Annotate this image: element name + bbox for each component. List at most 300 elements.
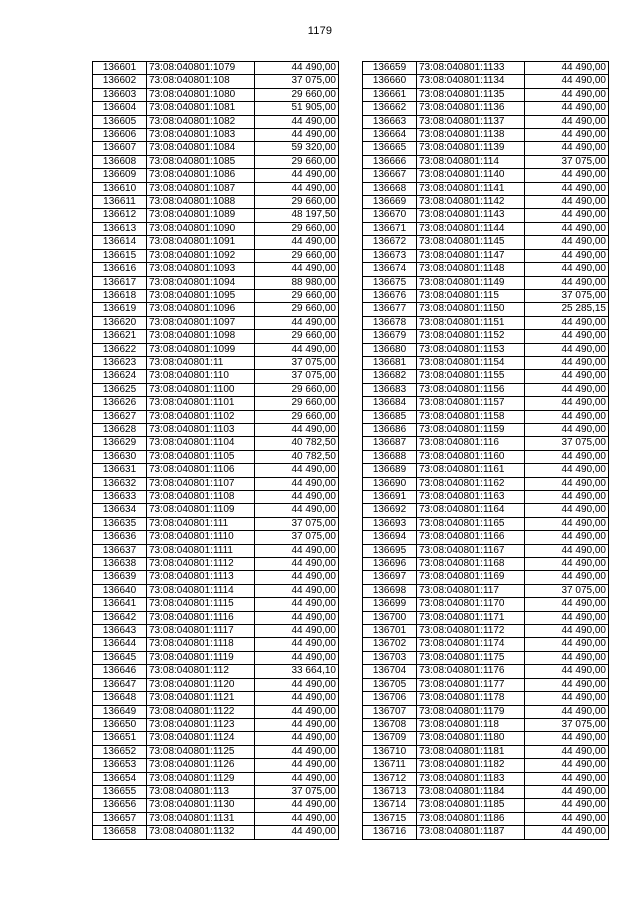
row-number-cell: 136677 [363,303,417,316]
cadastral-number-cell: 73:08:040801:1122 [147,705,255,718]
cadastral-number-cell: 73:08:040801:1132 [147,826,255,839]
value-cell: 44 490,00 [525,504,609,517]
row-number-cell: 136633 [93,491,147,504]
table-row [93,169,339,182]
table-row [363,625,609,638]
cadastral-number-cell: 73:08:040801:1171 [417,611,525,624]
row-number-cell: 136702 [363,638,417,651]
cadastral-number-cell: 73:08:040801:1147 [417,249,525,262]
table-row [363,732,609,745]
row-number-cell: 136665 [363,142,417,155]
cadastral-number-cell: 73:08:040801:1164 [417,504,525,517]
table-row [93,665,339,678]
cadastral-number-cell: 73:08:040801:1180 [417,732,525,745]
table-row [363,343,609,356]
value-cell: 37 075,00 [525,155,609,168]
cadastral-number-cell: 73:08:040801:1101 [147,397,255,410]
table-row [363,129,609,142]
row-number-cell: 136655 [93,785,147,798]
cadastral-number-cell: 73:08:040801:1125 [147,745,255,758]
value-cell: 29 660,00 [255,289,339,302]
value-cell: 44 490,00 [255,504,339,517]
cadastral-number-cell: 73:08:040801:1118 [147,638,255,651]
value-cell: 44 490,00 [525,464,609,477]
value-cell: 44 490,00 [525,343,609,356]
value-cell: 44 490,00 [525,745,609,758]
row-number-cell: 136614 [93,236,147,249]
row-number-cell: 136637 [93,544,147,557]
row-number-cell: 136635 [93,517,147,530]
value-cell: 44 490,00 [255,625,339,638]
cadastral-number-cell: 73:08:040801:11 [147,356,255,369]
row-number-cell: 136688 [363,450,417,463]
row-number-cell: 136698 [363,584,417,597]
cadastral-number-cell: 73:08:040801:1154 [417,356,525,369]
value-cell: 37 075,00 [255,517,339,530]
cadastral-number-cell: 73:08:040801:1134 [417,75,525,88]
value-cell: 44 490,00 [525,88,609,101]
value-cell: 44 490,00 [255,491,339,504]
cadastral-number-cell: 73:08:040801:1139 [417,142,525,155]
table-row [363,102,609,115]
row-number-cell: 136686 [363,423,417,436]
table-row [363,155,609,168]
table-row [93,678,339,691]
cadastral-number-cell: 73:08:040801:1161 [417,464,525,477]
row-number-cell: 136617 [93,276,147,289]
cadastral-number-cell: 73:08:040801:1159 [417,423,525,436]
cadastral-number-cell: 73:08:040801:1087 [147,182,255,195]
row-number-cell: 136654 [93,772,147,785]
cadastral-number-cell: 73:08:040801:1177 [417,678,525,691]
row-number-cell: 136657 [93,812,147,825]
table-row [363,276,609,289]
cadastral-number-cell: 73:08:040801:1163 [417,491,525,504]
table-row [363,209,609,222]
row-number-cell: 136679 [363,330,417,343]
cadastral-number-cell: 73:08:040801:1104 [147,437,255,450]
value-cell: 44 490,00 [255,236,339,249]
cadastral-number-cell: 73:08:040801:1114 [147,584,255,597]
cadastral-number-cell: 73:08:040801:1150 [417,303,525,316]
row-number-cell: 136640 [93,584,147,597]
register-table-left [92,61,339,840]
value-cell: 25 285,15 [525,303,609,316]
cadastral-number-cell: 73:08:040801:1179 [417,705,525,718]
value-cell: 44 490,00 [255,692,339,705]
table-row [363,638,609,651]
row-number-cell: 136708 [363,718,417,731]
row-number-cell: 136622 [93,343,147,356]
row-number-cell: 136611 [93,196,147,209]
cadastral-number-cell: 73:08:040801:1098 [147,330,255,343]
cadastral-number-cell: 73:08:040801:1103 [147,423,255,436]
value-cell: 44 490,00 [525,142,609,155]
cadastral-number-cell: 73:08:040801:1119 [147,651,255,664]
value-cell: 44 490,00 [525,410,609,423]
table-row [363,598,609,611]
table-row [363,772,609,785]
value-cell: 44 490,00 [525,785,609,798]
row-number-cell: 136631 [93,464,147,477]
table-row [93,772,339,785]
table-row [93,142,339,155]
cadastral-number-cell: 73:08:040801:1079 [147,62,255,75]
value-cell: 44 490,00 [255,598,339,611]
table-row [93,263,339,276]
row-number-cell: 136652 [93,745,147,758]
value-cell: 44 490,00 [525,102,609,115]
row-number-cell: 136623 [93,356,147,369]
register-table-right [362,61,609,840]
value-cell: 44 490,00 [525,196,609,209]
table-row [93,62,339,75]
row-number-cell: 136710 [363,745,417,758]
row-number-cell: 136670 [363,209,417,222]
cadastral-number-cell: 73:08:040801:1082 [147,115,255,128]
table-row [363,196,609,209]
value-cell: 44 490,00 [525,517,609,530]
table-row [363,62,609,75]
cadastral-number-cell: 73:08:040801:1130 [147,799,255,812]
row-number-cell: 136689 [363,464,417,477]
cadastral-number-cell: 73:08:040801:111 [147,517,255,530]
row-number-cell: 136673 [363,249,417,262]
cadastral-number-cell: 73:08:040801:1099 [147,343,255,356]
row-number-cell: 136700 [363,611,417,624]
value-cell: 44 490,00 [525,705,609,718]
table-row [93,397,339,410]
cadastral-number-cell: 73:08:040801:1094 [147,276,255,289]
value-cell: 44 490,00 [525,491,609,504]
cadastral-number-cell: 73:08:040801:1178 [417,692,525,705]
row-number-cell: 136672 [363,236,417,249]
row-number-cell: 136624 [93,370,147,383]
table-row [363,142,609,155]
cadastral-number-cell: 73:08:040801:1100 [147,383,255,396]
value-cell: 44 490,00 [255,772,339,785]
table-row [93,236,339,249]
row-number-cell: 136627 [93,410,147,423]
table-row [93,343,339,356]
cadastral-number-cell: 73:08:040801:1106 [147,464,255,477]
value-cell: 37 075,00 [255,75,339,88]
cadastral-number-cell: 73:08:040801:116 [417,437,525,450]
value-cell: 44 490,00 [525,598,609,611]
table-row [93,383,339,396]
value-cell: 44 490,00 [525,544,609,557]
row-number-cell: 136648 [93,692,147,705]
row-number-cell: 136601 [93,62,147,75]
row-number-cell: 136713 [363,785,417,798]
value-cell: 44 490,00 [525,772,609,785]
row-number-cell: 136660 [363,75,417,88]
row-number-cell: 136616 [93,263,147,276]
value-cell: 44 490,00 [525,638,609,651]
value-cell: 44 490,00 [525,75,609,88]
cadastral-number-cell: 73:08:040801:1181 [417,745,525,758]
row-number-cell: 136669 [363,196,417,209]
table-row [363,437,609,450]
cadastral-number-cell: 73:08:040801:1088 [147,196,255,209]
row-number-cell: 136636 [93,531,147,544]
cadastral-number-cell: 73:08:040801:1109 [147,504,255,517]
row-number-cell: 136649 [93,705,147,718]
cadastral-number-cell: 73:08:040801:112 [147,665,255,678]
value-cell: 44 490,00 [525,236,609,249]
value-cell: 44 490,00 [525,625,609,638]
row-number-cell: 136639 [93,571,147,584]
row-number-cell: 136690 [363,477,417,490]
table-row [93,75,339,88]
table-row [93,330,339,343]
row-number-cell: 136705 [363,678,417,691]
table-row [363,236,609,249]
table-row [363,182,609,195]
table-row [363,544,609,557]
value-cell: 44 490,00 [525,129,609,142]
value-cell: 44 490,00 [525,62,609,75]
value-cell: 44 490,00 [525,531,609,544]
table-row [93,477,339,490]
row-number-cell: 136609 [93,169,147,182]
row-number-cell: 136618 [93,289,147,302]
cadastral-number-cell: 73:08:040801:1092 [147,249,255,262]
cadastral-number-cell: 73:08:040801:1084 [147,142,255,155]
cadastral-number-cell: 73:08:040801:1182 [417,759,525,772]
row-number-cell: 136668 [363,182,417,195]
value-cell: 44 490,00 [525,330,609,343]
cadastral-number-cell: 73:08:040801:1105 [147,450,255,463]
row-number-cell: 136711 [363,759,417,772]
row-number-cell: 136691 [363,491,417,504]
value-cell: 44 490,00 [255,169,339,182]
table-row [93,222,339,235]
table-row [93,611,339,624]
value-cell: 44 490,00 [525,812,609,825]
value-cell: 37 075,00 [255,531,339,544]
table-row [363,397,609,410]
register-table-left-body [93,62,339,840]
row-number-cell: 136678 [363,316,417,329]
value-cell: 44 490,00 [525,356,609,369]
value-cell: 44 490,00 [525,450,609,463]
value-cell: 37 075,00 [255,356,339,369]
table-row [93,651,339,664]
table-row [93,410,339,423]
value-cell: 44 490,00 [255,678,339,691]
cadastral-number-cell: 73:08:040801:1102 [147,410,255,423]
value-cell: 44 490,00 [255,464,339,477]
table-row [93,437,339,450]
row-number-cell: 136681 [363,356,417,369]
table-row [93,571,339,584]
row-number-cell: 136610 [93,182,147,195]
table-row [363,718,609,731]
row-number-cell: 136697 [363,571,417,584]
table-row [93,638,339,651]
row-number-cell: 136675 [363,276,417,289]
cadastral-number-cell: 73:08:040801:1097 [147,316,255,329]
row-number-cell: 136656 [93,799,147,812]
register-table-right-body [363,62,609,840]
table-row [363,356,609,369]
value-cell: 29 660,00 [255,303,339,316]
cadastral-number-cell: 73:08:040801:115 [417,289,525,302]
cadastral-number-cell: 73:08:040801:1142 [417,196,525,209]
cadastral-number-cell: 73:08:040801:1174 [417,638,525,651]
row-number-cell: 136667 [363,169,417,182]
row-number-cell: 136716 [363,826,417,839]
cadastral-number-cell: 73:08:040801:113 [147,785,255,798]
table-row [93,558,339,571]
table-row [93,491,339,504]
row-number-cell: 136646 [93,665,147,678]
table-row [363,826,609,839]
value-cell: 44 490,00 [525,209,609,222]
value-cell: 44 490,00 [525,222,609,235]
cadastral-number-cell: 73:08:040801:1165 [417,517,525,530]
row-number-cell: 136626 [93,397,147,410]
value-cell: 40 782,50 [255,450,339,463]
cadastral-number-cell: 73:08:040801:1143 [417,209,525,222]
table-row [363,759,609,772]
value-cell: 44 490,00 [525,571,609,584]
row-number-cell: 136712 [363,772,417,785]
cadastral-number-cell: 73:08:040801:108 [147,75,255,88]
value-cell: 44 490,00 [525,423,609,436]
row-number-cell: 136694 [363,531,417,544]
row-number-cell: 136703 [363,651,417,664]
cadastral-number-cell: 73:08:040801:1096 [147,303,255,316]
value-cell: 44 490,00 [255,745,339,758]
cadastral-number-cell: 73:08:040801:1089 [147,209,255,222]
row-number-cell: 136666 [363,155,417,168]
cadastral-number-cell: 73:08:040801:117 [417,584,525,597]
value-cell: 37 075,00 [525,718,609,731]
cadastral-number-cell: 73:08:040801:1141 [417,182,525,195]
table-row [93,129,339,142]
cadastral-number-cell: 73:08:040801:1176 [417,665,525,678]
row-number-cell: 136604 [93,102,147,115]
row-number-cell: 136605 [93,115,147,128]
value-cell: 44 490,00 [255,638,339,651]
row-number-cell: 136695 [363,544,417,557]
row-number-cell: 136664 [363,129,417,142]
table-row [93,799,339,812]
row-number-cell: 136612 [93,209,147,222]
table-row [363,464,609,477]
row-number-cell: 136641 [93,598,147,611]
row-number-cell: 136634 [93,504,147,517]
cadastral-number-cell: 73:08:040801:1169 [417,571,525,584]
cadastral-number-cell: 73:08:040801:1120 [147,678,255,691]
value-cell: 29 660,00 [255,249,339,262]
row-number-cell: 136615 [93,249,147,262]
table-row [363,477,609,490]
table-row [93,102,339,115]
table-row [363,584,609,597]
table-row [93,115,339,128]
cadastral-number-cell: 73:08:040801:1136 [417,102,525,115]
value-cell: 51 905,00 [255,102,339,115]
cadastral-number-cell: 73:08:040801:1115 [147,598,255,611]
cadastral-number-cell: 73:08:040801:1123 [147,718,255,731]
table-row [93,303,339,316]
cadastral-number-cell: 73:08:040801:1162 [417,477,525,490]
value-cell: 44 490,00 [255,584,339,597]
table-row [363,812,609,825]
row-number-cell: 136625 [93,383,147,396]
cadastral-number-cell: 73:08:040801:1187 [417,826,525,839]
table-row [93,356,339,369]
table-row [93,517,339,530]
row-number-cell: 136659 [363,62,417,75]
value-cell: 44 490,00 [525,182,609,195]
cadastral-number-cell: 73:08:040801:118 [417,718,525,731]
cadastral-number-cell: 73:08:040801:1131 [147,812,255,825]
row-number-cell: 136701 [363,625,417,638]
value-cell: 44 490,00 [525,397,609,410]
row-number-cell: 136715 [363,812,417,825]
table-row [93,785,339,798]
cadastral-number-cell: 73:08:040801:1153 [417,343,525,356]
cadastral-number-cell: 73:08:040801:1175 [417,651,525,664]
table-row [93,289,339,302]
table-row [363,410,609,423]
row-number-cell: 136693 [363,517,417,530]
value-cell: 44 490,00 [525,249,609,262]
row-number-cell: 136644 [93,638,147,651]
cadastral-number-cell: 73:08:040801:1183 [417,772,525,785]
cadastral-number-cell: 73:08:040801:1112 [147,558,255,571]
page-number: 1179 [307,25,333,37]
table-row [363,316,609,329]
table-row [93,182,339,195]
table-row [363,531,609,544]
row-number-cell: 136606 [93,129,147,142]
cadastral-number-cell: 73:08:040801:1135 [417,88,525,101]
cadastral-number-cell: 73:08:040801:1140 [417,169,525,182]
value-cell: 59 320,00 [255,142,339,155]
row-number-cell: 136621 [93,330,147,343]
row-number-cell: 136709 [363,732,417,745]
table-row [93,705,339,718]
cadastral-number-cell: 73:08:040801:1168 [417,558,525,571]
value-cell: 44 490,00 [255,129,339,142]
value-cell: 88 980,00 [255,276,339,289]
cadastral-number-cell: 73:08:040801:1158 [417,410,525,423]
table-row [93,826,339,839]
value-cell: 44 490,00 [525,826,609,839]
cadastral-number-cell: 73:08:040801:1107 [147,477,255,490]
row-number-cell: 136653 [93,759,147,772]
value-cell: 44 490,00 [255,115,339,128]
value-cell: 29 660,00 [255,222,339,235]
cadastral-number-cell: 73:08:040801:1108 [147,491,255,504]
value-cell: 44 490,00 [525,799,609,812]
value-cell: 44 490,00 [255,718,339,731]
row-number-cell: 136661 [363,88,417,101]
row-number-cell: 136630 [93,450,147,463]
value-cell: 44 490,00 [525,611,609,624]
cadastral-number-cell: 73:08:040801:1166 [417,531,525,544]
value-cell: 44 490,00 [255,423,339,436]
cadastral-number-cell: 73:08:040801:1138 [417,129,525,142]
value-cell: 44 490,00 [255,611,339,624]
table-row [93,625,339,638]
table-row [363,383,609,396]
